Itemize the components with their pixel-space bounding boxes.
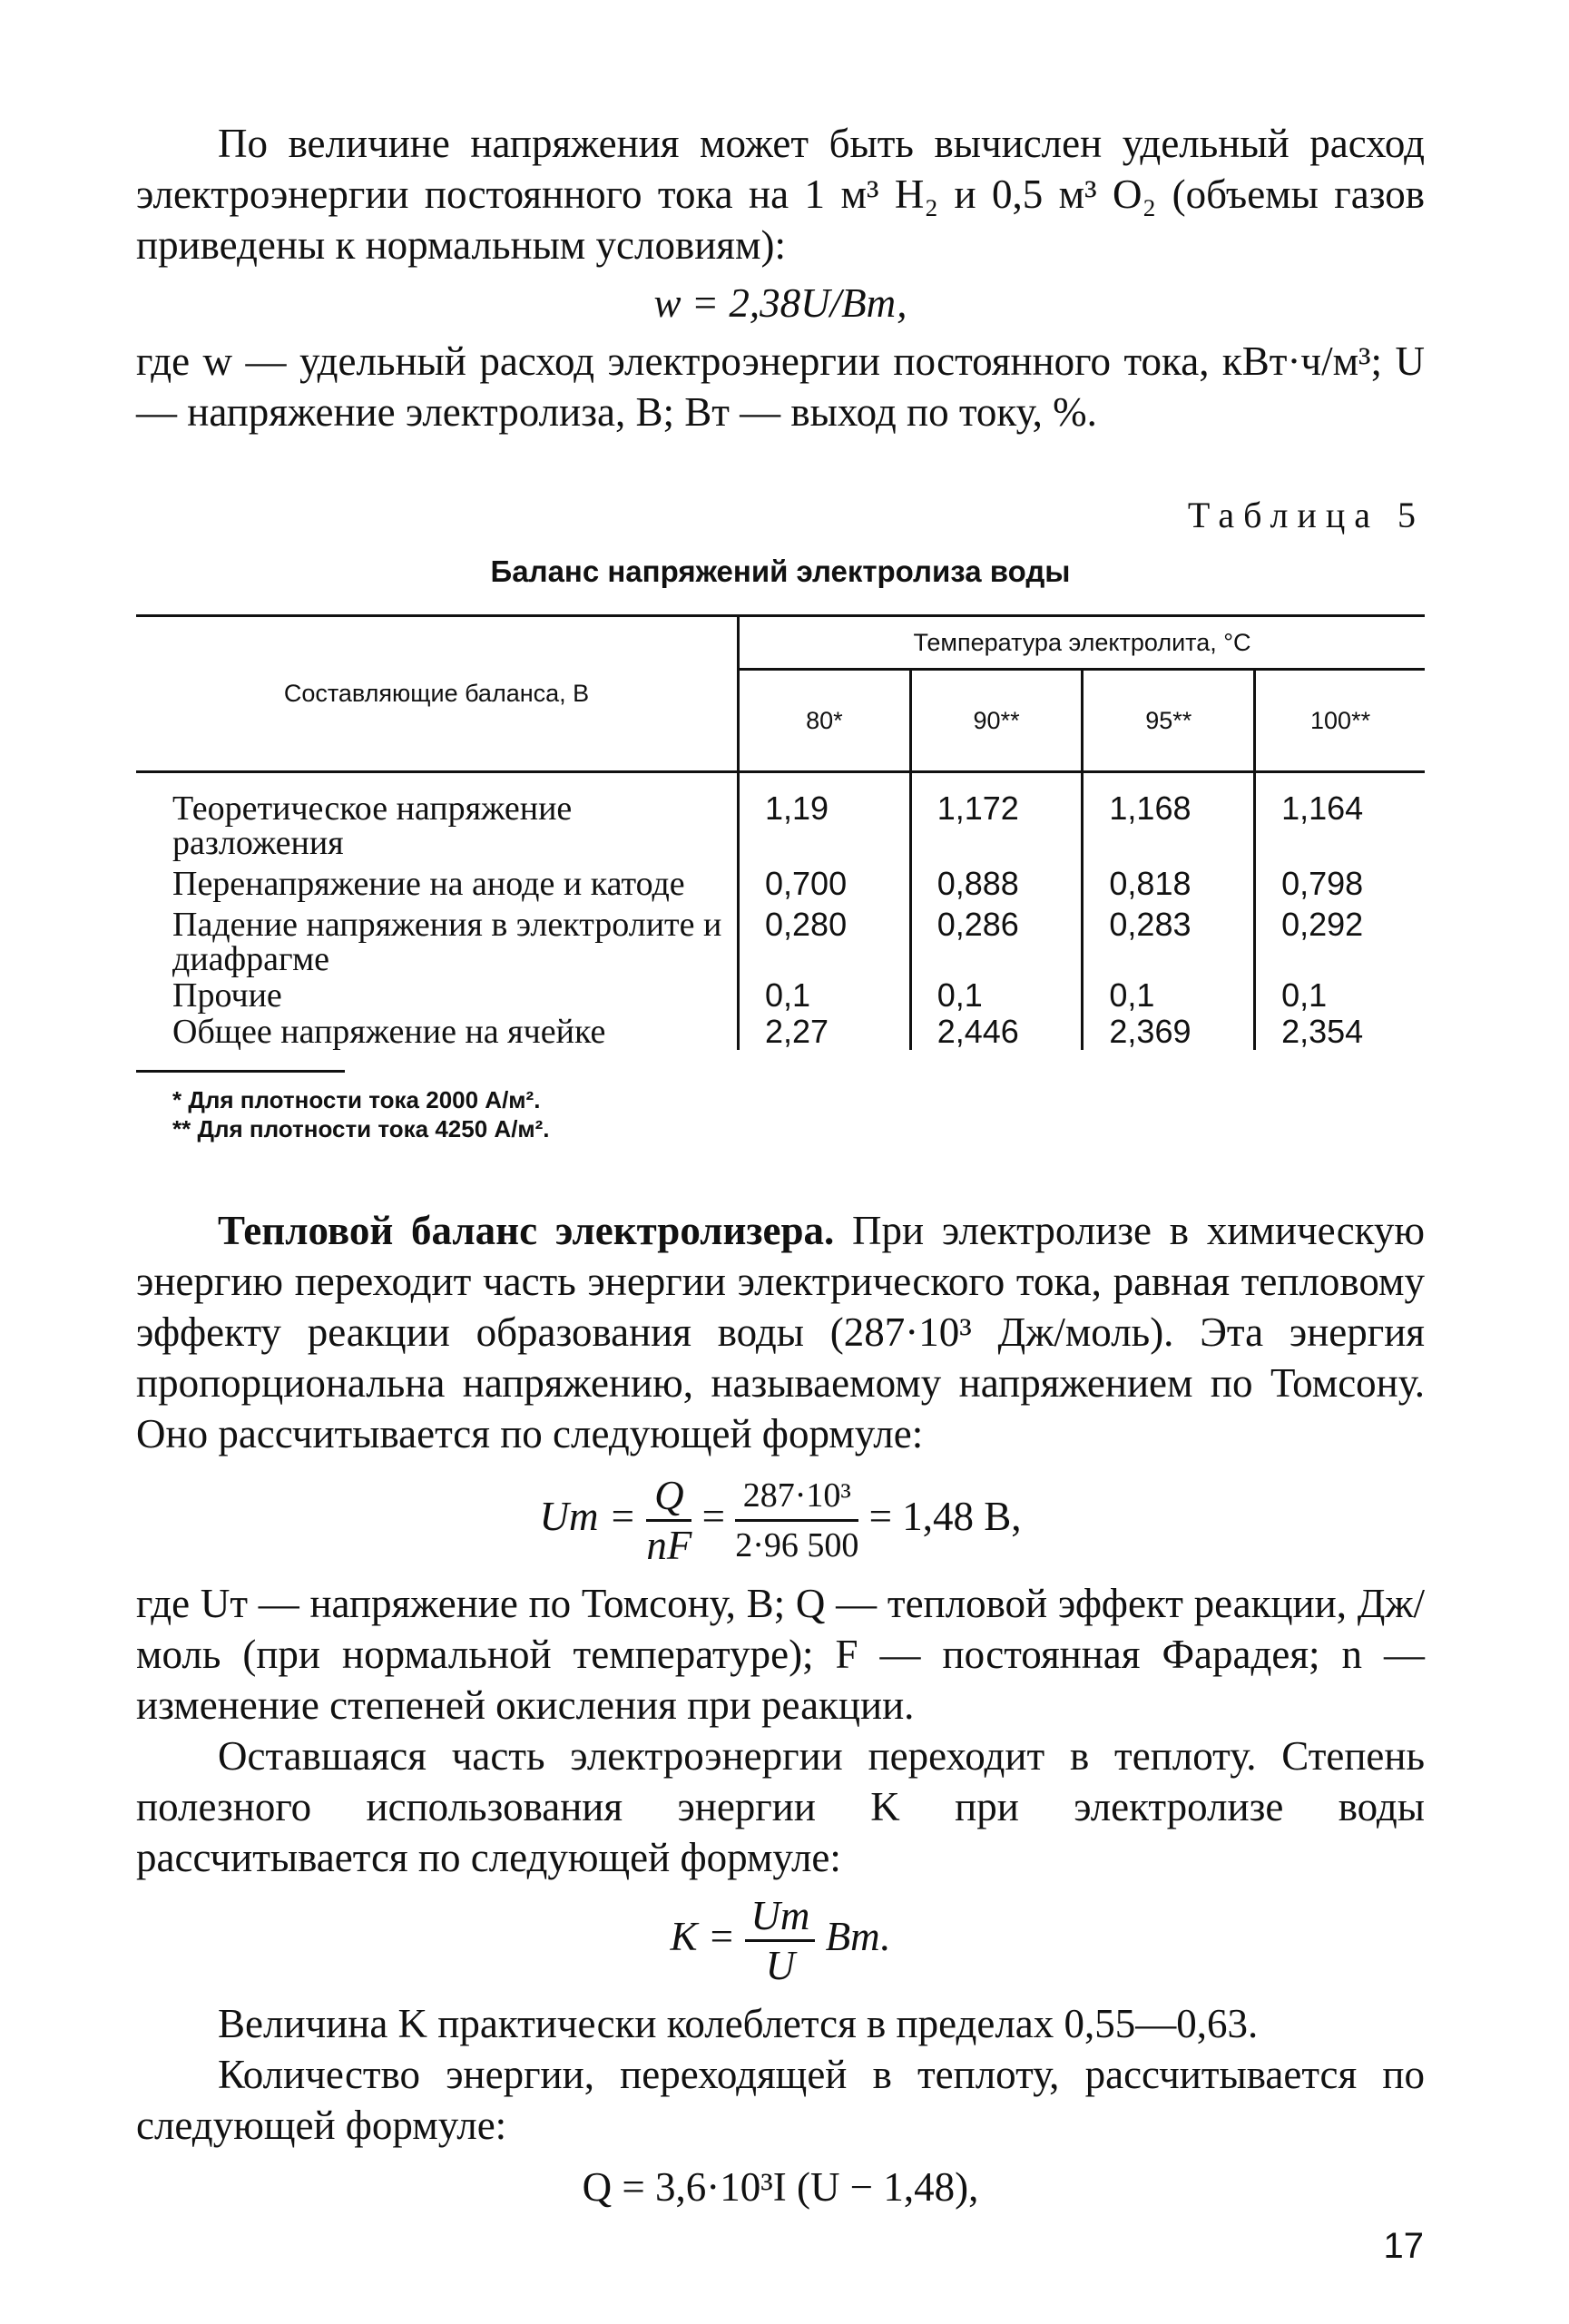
footnote-2: ** Для плотности тока 4250 А/м². — [172, 1115, 550, 1142]
section-heading: Тепловой баланс электролизера. — [218, 1208, 835, 1253]
table-label: Таблица 5 — [1187, 495, 1425, 535]
footnote-1: * Для плотности тока 2000 А/м². — [172, 1086, 541, 1113]
table-row: Прочие 0,1 0,1 0,1 0,1 — [136, 977, 1425, 1014]
table-row: Теоретическое напряжение разложения 1,19 1,172 1,168 1,164 — [136, 772, 1425, 862]
footnote-divider — [136, 1070, 345, 1073]
formula-heat: Q = 3,6·10³I (U − 1,48), — [582, 2164, 979, 2210]
temp-95: 95** — [1083, 670, 1255, 772]
column-header-temperature: Температура электролита, °С — [739, 616, 1426, 670]
paragraph-heat-balance-text: При электролизе в химическую энергию переходит часть энергии электрического тока, равная тепловому эффекту реакции образования воды (287·10³ Дж/моль). Эта энергия пропорциональна напряжению, называемому напряжением по Томсону. Оно рассчитывается по следующей формуле: — [136, 1208, 1426, 1456]
formula-efficiency: K = $\frac{Uт}{U}$ Bт. — [670, 1893, 891, 1988]
fraction-ut-u: $\frac{Uт}{U}$ — [745, 1892, 815, 1989]
table-row: Общее напряжение на ячейке 2,27 2,446 2,369 2,354 — [136, 1014, 1425, 1050]
fraction-q-nf: $\frac{Q}{nF}$ — [646, 1473, 692, 1568]
temp-80: 80* — [739, 670, 911, 772]
formula-specific-consumption: w = 2,38U/Bт, — [653, 280, 907, 326]
temp-100: 100** — [1255, 670, 1425, 772]
paragraph-where-w: где w — удельный расход электроэнергии постоянного тока, кВт·ч/м³; U — напряжение электролиза, В; Bт — выход по току, %. — [136, 338, 1425, 435]
page — [136, 118, 1425, 2214]
voltage-balance-table — [136, 614, 1425, 1050]
paragraph-heat-balance — [136, 1205, 1425, 1459]
paragraph-k-range: Величина K практически колеблется в пределах 0,55—0,63. — [218, 2001, 1259, 2046]
table-row: Перенапряжение на аноде и катоде 0,700 0,888 0,818 0,798 — [136, 861, 1425, 902]
column-header-components: Составляющие баланса, В — [136, 616, 739, 772]
formula-thomson: Uт = $\frac{Q}{nF}$ = $\frac{\text{287·10³}}{2\cdot 96 500}$ = 1,48 В, — [539, 1473, 1022, 1568]
fraction-numeric: $\frac{\text{287·10³}}{2\cdot 96 500}$ — [735, 1472, 858, 1569]
page-number: 17 — [1383, 2226, 1424, 2266]
table-title: Баланс напряжений электролиза воды — [490, 554, 1071, 588]
table-row: Падение напряжения в электролите и диафрагме 0,280 0,286 0,283 0,292 — [136, 902, 1425, 977]
paragraph-heat-energy: Количество энергии, переходящей в теплоту, рассчитывается по следующей формуле: — [136, 2052, 1425, 2148]
paragraph-remaining-energy: Оставшаяся часть электроэнергии переходит в теплоту. Степень полезного использования энергии K при электролизе воды рассчитывается по следующей формуле: — [136, 1733, 1425, 1880]
temp-90: 90** — [910, 670, 1083, 772]
paragraph-where-ut: где Uт — напряжение по Томсону, В; Q — тепловой эффект реакции, Дж/моль (при нормальной температуре); F — постоянная Фарадея; n — изменение степеней окисления при реакции. — [136, 1581, 1425, 1728]
paragraph-intro: По величине напряжения может быть вычислен удельный расход электроэнергии постоянного тока на 1 м³ H₂ и 0,5 м³ O₂ (объемы газов приведены к нормальным условиям): — [136, 121, 1425, 268]
